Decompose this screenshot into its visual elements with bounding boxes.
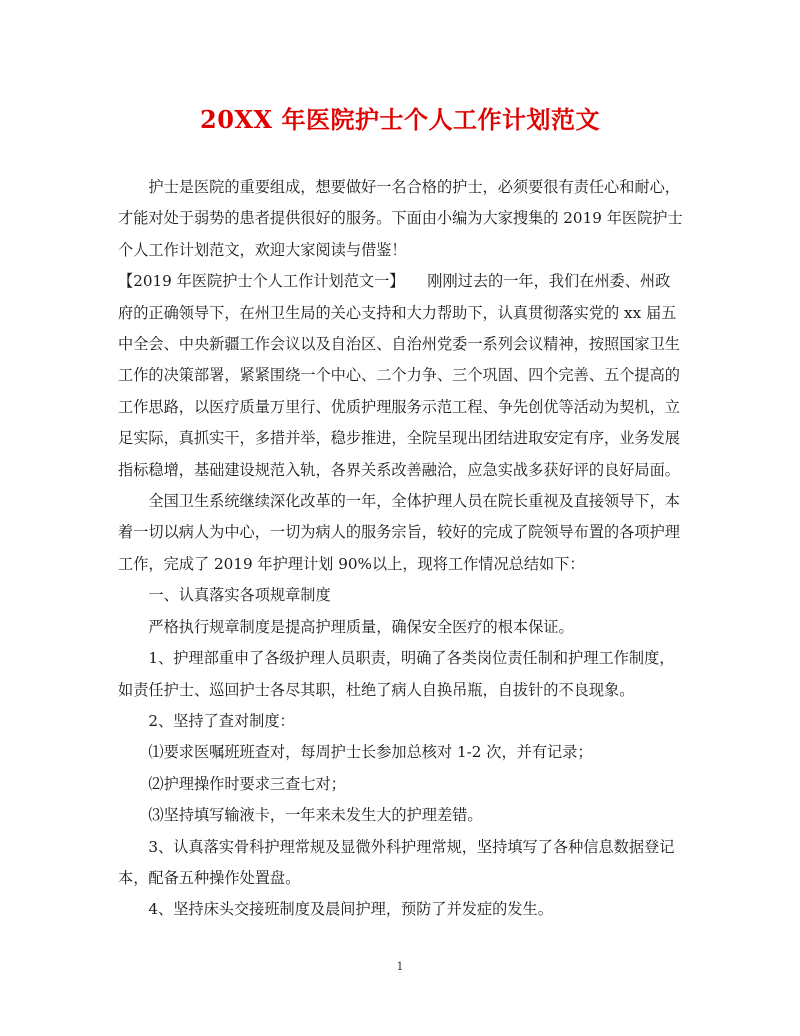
item-4: 4、坚持床头交接班制度及晨间护理，预防了并发症的发生。	[148, 900, 553, 919]
item-2-sub-2: ⑵护理操作时要求三查七对；	[148, 774, 346, 793]
document-title: 20XX 年医院护士个人工作计划范文	[200, 105, 600, 134]
item-2-sub-3: ⑶坚持填写输液卡，一年来未发生大的护理差错。	[148, 806, 483, 825]
page-number: 1	[396, 960, 404, 973]
plan-one-paragraph: 【2019 年医院护士个人工作计划范文一】 刚刚过去的一年，我们在州委、州政府的正确领导下，在州卫生局的关心支持和大力帮助下，认真贯彻落实党的 xx 届五中全会、中央新疆工作会议以及自治区、自治州党委一系列会议精神，按照国家卫生工作的决策部署，紧紧围绕一个中心、二个力争、三个巩固、四个完善、五个提高的工作思路，以医疗质量万里行、优质护理服务示范工程、争先创优等活动为契机，立足实际，真抓实干，多措并举，稳步推进，全院呈现出团结进取安定有序，业务发展指标稳增，基础建设规范入轨，各界关系改善融洽，应急实战多获好评的良好局面。	[118, 272, 680, 479]
intro-paragraph: 护士是医院的重要组成，想要做好一名合格的护士，必须要很有责任心和耐心，才能对处于弱势的患者提供很好的服务。下面由小编为大家搜集的 2019 年医院护士个人工作计划范文，欢迎大家阅读与借鉴！	[118, 178, 683, 259]
item-2: 2、坚持了查对制度：	[148, 711, 295, 730]
section-heading-1: 一、认真落实各项规章制度	[148, 586, 331, 605]
document-body	[118, 172, 683, 926]
summary-paragraph: 全国卫生系统继续深化改革的一年，全体护理人员在院长重视及直接领导下，本着一切以病人为中心，一切为病人的服务宗旨，较好的完成了院领导布置的各项护理工作，完成了 2019 年护理计划 90%以上，现将工作情况总结如下：	[118, 492, 680, 573]
section-1-intro: 严格执行规章制度是提高护理质量，确保安全医疗的根本保证。	[148, 617, 574, 636]
item-3: 3、认真落实骨科护理常规及显微外科护理常规，坚持填写了各种信息数据登记本，配备五种操作处置盘。	[118, 837, 675, 887]
item-1: 1、护理部重申了各级护理人员职责，明确了各类岗位责任制和护理工作制度，如责任护士、巡回护士各尽其职，杜绝了病人自换吊瓶，自拔针的不良现象。	[118, 649, 675, 699]
item-2-sub-1: ⑴要求医嘱班班查对，每周护士长参加总核对 1-2 次，并有记录；	[148, 743, 593, 762]
